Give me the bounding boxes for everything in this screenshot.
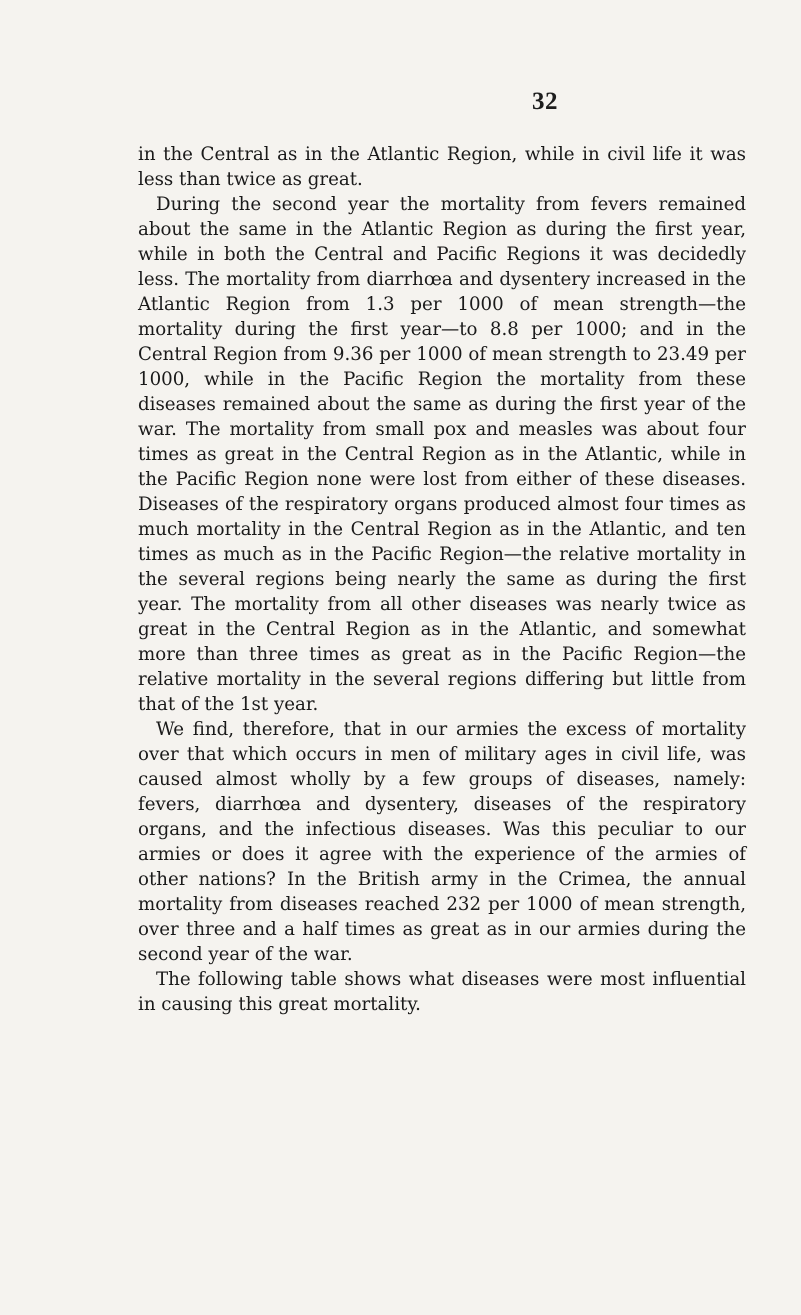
paragraph-continuation: in the Central as in the Atlantic Region, while in civil life it was less than twice as great. <box>138 144 746 190</box>
paragraph-table-intro: The following table shows what diseases were most influential in causing this great mortality. <box>138 969 746 1015</box>
paragraph-second-year-mortality: During the second year the mortality from fevers remained about the same in the Atlantic Region as during the first year, while in both the Central and Pacific Regions it was decidedly less. The mortality from diarrhœa and dysentery increased in the Atlantic Region from 1.3 per 1000 of mean strength—the mortality during the first year—to 8.8 per 1000; and in the Central Region from 9.36 per 1000 of mean strength to 23.49 per 1000, while in the Pacific Region the mortality from these diseases remained about the same as during the first year of the war. The mortality from small pox and measles was about four times as great in the Central Region as in the Atlantic, while in the Pacific Region none were lost from either of these diseases. Diseases of the respiratory organs produced almost four times as much mortality in the Central Region as in the Atlantic, and ten times as much as in the Pacific Region—the relative mortality in the several regions being nearly the same as during the first year. The mortality from all other diseases was nearly twice as great in the Central Region as in the Atlantic, and somewhat more than three times as great as in the Pacific Region—the relative mortality in the several regions differing but little from that of the 1st year. <box>138 194 746 715</box>
paragraph-excess-mortality: We find, therefore, that in our armies the excess of mortality over that which occurs in men of military ages in civil life, was caused almost wholly by a few groups of diseases, namely: fevers, diarrhœa and dysentery, diseases of the respiratory organs, and the infectious diseases. Was this peculiar to our armies or does it agree with the experience of the armies of other nations? In the British army in the Crimea, the annual mortality from diseases reached 232 per 1000 of mean strength, over three and a half times as great as in our armies during the second year of the war. <box>138 719 746 965</box>
body-text <box>138 142 746 1017</box>
page-number: 32 <box>532 88 558 115</box>
